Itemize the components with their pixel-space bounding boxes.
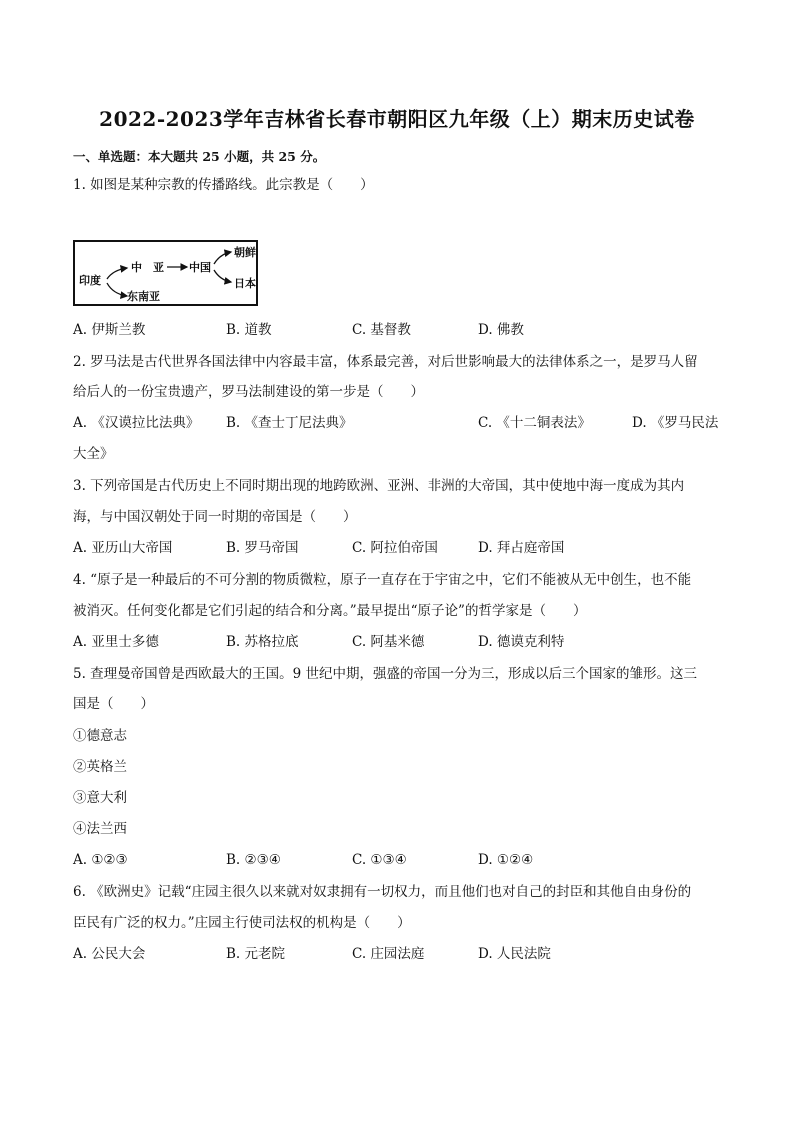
question-1-text: 1. 如图是某种宗教的传播路线。此宗教是（ ） xyxy=(73,177,374,193)
q1-option-d: D. 佛教 xyxy=(478,322,524,338)
question-4-text-line-1: 4. “原子是一种最后的不可分割的物质微粒，原子一直存在于宇宙之中，它们不能被从无中创生，也不能 xyxy=(73,572,692,588)
q5-item-4: ④法兰西 xyxy=(73,821,127,837)
q5-item-2: ②英格兰 xyxy=(73,759,127,775)
q5-option-b: B. ②③④ xyxy=(226,852,281,868)
question-6-text-line-1: 6. 《欧洲史》记载“庄园主很久以来就对奴隶拥有一切权力，而且他们也对自己的封臣和其他自由身份的 xyxy=(73,884,692,900)
q2-option-a: A. 《汉谟拉比法典》 xyxy=(73,415,200,431)
q5-item-3: ③意大利 xyxy=(73,790,127,806)
arrow-china-japan xyxy=(214,270,231,282)
q5-option-d: D. ①②④ xyxy=(478,852,534,868)
q6-option-d: D. 人民法院 xyxy=(478,946,551,962)
q1-option-c: C. 基督教 xyxy=(352,322,411,338)
q3-option-a: A. 亚历山大帝国 xyxy=(73,540,173,556)
q2-option-d: D. 《罗马民法 xyxy=(632,415,719,431)
question-2-text-line-2: 给后人的一份宝贵遗产，罗马法制建设的第一步是（ ） xyxy=(73,384,424,400)
arrow-india-centralasia xyxy=(107,268,127,279)
q2-option-b: B. 《查士丁尼法典》 xyxy=(226,415,353,431)
question-5-text-line-1: 5. 查理曼帝国曾是西欧最大的王国。9 世纪中期，强盛的帝国一分为三，形成以后三个国家的雏形。这三 xyxy=(73,666,698,682)
question-3-text-line-2: 海，与中国汉朝处于同一时期的帝国是（ ） xyxy=(73,509,357,525)
q6-option-a: A. 公民大会 xyxy=(73,946,146,962)
q5-option-c: C. ①③④ xyxy=(352,852,407,868)
question-3-text-line-1: 3. 下列帝国是古代历史上不同时期出现的地跨欧洲、亚洲、非洲的大帝国，其中使地中海一度成为其内 xyxy=(73,478,685,494)
q5-option-a: A. ①②③ xyxy=(73,852,128,868)
node-southeast-asia: 东南亚 xyxy=(127,290,160,303)
question-6-text-line-2: 臣民有广泛的权力。”庄园主行使司法权的机构是（ ） xyxy=(73,915,411,931)
question-5-text-line-2: 国是（ ） xyxy=(73,696,154,712)
q3-option-c: C. 阿拉伯帝国 xyxy=(352,540,438,556)
q4-option-d: D. 德谟克利特 xyxy=(478,634,565,650)
q6-option-b: B. 元老院 xyxy=(226,946,286,962)
node-japan: 日本 xyxy=(234,277,256,290)
node-india: 印度 xyxy=(79,274,101,287)
religion-route-diagram xyxy=(73,240,258,306)
node-china: 中国 xyxy=(189,261,211,274)
node-korea: 朝鲜 xyxy=(234,246,256,259)
q2-option-c: C. 《十二铜表法》 xyxy=(478,415,591,431)
q4-option-a: A. 亚里士多德 xyxy=(73,634,159,650)
q6-option-c: C. 庄园法庭 xyxy=(352,946,425,962)
q1-option-b: B. 道教 xyxy=(226,322,272,338)
route-diagram-svg xyxy=(75,242,260,308)
q2-option-d-tail: 大全》 xyxy=(73,446,114,462)
q4-option-b: B. 苏格拉底 xyxy=(226,634,299,650)
section-header: 一、单选题：本大题共 25 小题，共 25 分。 xyxy=(73,149,326,164)
question-4-text-line-2: 被消灭。任何变化都是它们引起的结合和分离。”最早提出“原子论”的哲学家是（ ） xyxy=(73,603,587,619)
node-central-asia: 中 亚 xyxy=(131,261,164,274)
q4-option-c: C. 阿基米德 xyxy=(352,634,425,650)
q3-option-d: D. 拜占庭帝国 xyxy=(478,540,565,556)
arrow-china-korea xyxy=(214,252,231,264)
q3-option-b: B. 罗马帝国 xyxy=(226,540,299,556)
arrow-india-southeastasia xyxy=(107,283,127,296)
exam-title: 2022-2023学年吉林省长春市朝阳区九年级（上）期末历史试卷 xyxy=(99,107,695,131)
question-2-text-line-1: 2. 罗马法是古代世界各国法律中内容最丰富，体系最完善，对后世影响最大的法律体系之一，是罗马人留 xyxy=(73,354,698,370)
q5-item-1: ①德意志 xyxy=(73,728,127,744)
q1-option-a: A. 伊斯兰教 xyxy=(73,322,146,338)
